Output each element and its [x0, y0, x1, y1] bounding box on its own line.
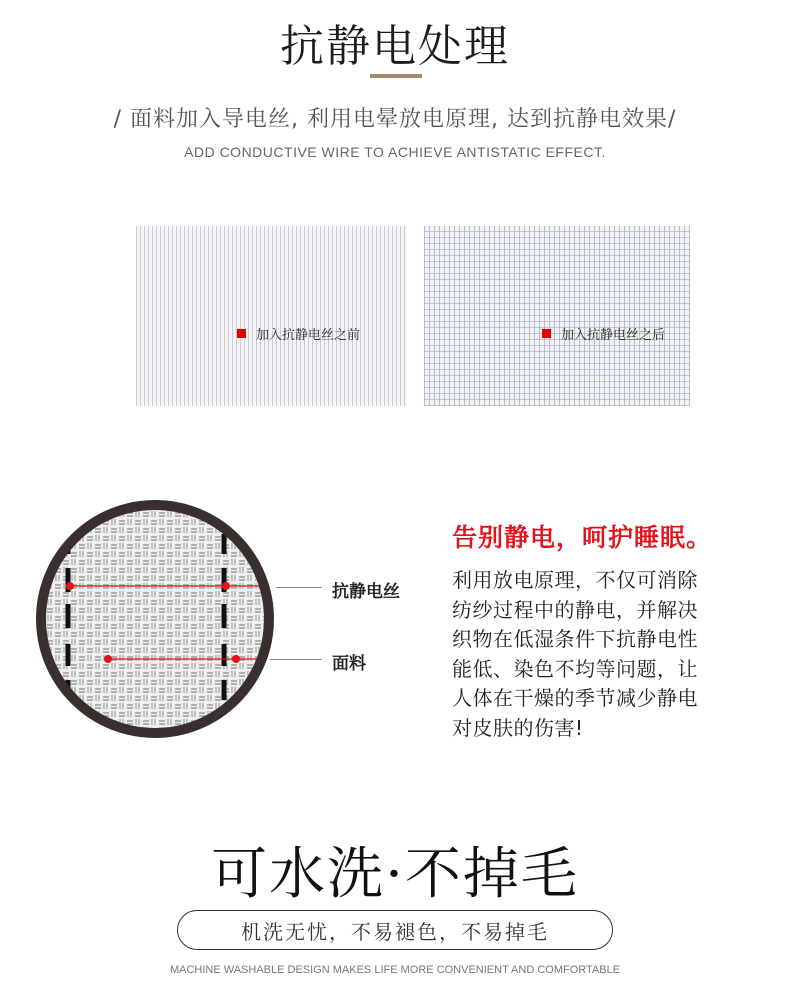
washable-tagline: 机洗无忧，不易褪色，不易掉毛 — [241, 919, 549, 944]
washable-tagline-pill — [177, 910, 613, 950]
fabric-before-image — [136, 226, 406, 406]
callout-line-fabric — [270, 659, 322, 660]
description-line: 对皮肤的伤害! — [452, 715, 584, 740]
magnified-weave-icon — [30, 494, 280, 744]
fabric-magnifier — [30, 494, 280, 744]
washable-footer-en: MACHINE WASHABLE DESIGN MAKES LIFE MORE CONVENIENT AND COMFORTABLE — [169, 964, 621, 976]
marker-square-icon — [542, 329, 551, 338]
callout-wire-label: 抗静电丝 — [332, 582, 400, 602]
before-label-text: 加入抗静电丝之前 — [256, 328, 361, 343]
fabric-after-image — [424, 226, 690, 406]
section-subtitle: / 面料加入导电丝, 利用电晕放电原理, 达到抗静电效果/ — [113, 107, 677, 132]
washable-title: 可水洗·不掉毛 — [211, 842, 579, 907]
description-line: 织物在低湿条件下抗静电性 — [452, 627, 698, 651]
after-label-text: 加入抗静电丝之后 — [561, 328, 666, 343]
before-label — [237, 324, 360, 343]
description-line: 纺纱过程中的静电，并解决 — [452, 597, 698, 622]
description-line: 人体在干燥的季节减少静电 — [452, 686, 698, 710]
description-line: 利用放电原理，不仅可消除 — [452, 568, 698, 592]
description-line: 能低、染色不均等问题，让 — [452, 656, 698, 681]
section-title: 抗静电处理 — [280, 21, 510, 72]
benefit-heading: 告别静电，呵护睡眠。 — [452, 523, 713, 552]
callout-fabric-label: 面料 — [332, 654, 366, 674]
marker-square-icon — [237, 329, 246, 338]
section-subtitle-en: ADD CONDUCTIVE WIRE TO ACHIEVE ANTISTATIC EFFECT. — [184, 144, 606, 160]
benefit-description — [452, 566, 752, 743]
after-label — [542, 324, 665, 343]
title-underline — [370, 74, 422, 78]
callout-line-wire — [276, 587, 322, 588]
